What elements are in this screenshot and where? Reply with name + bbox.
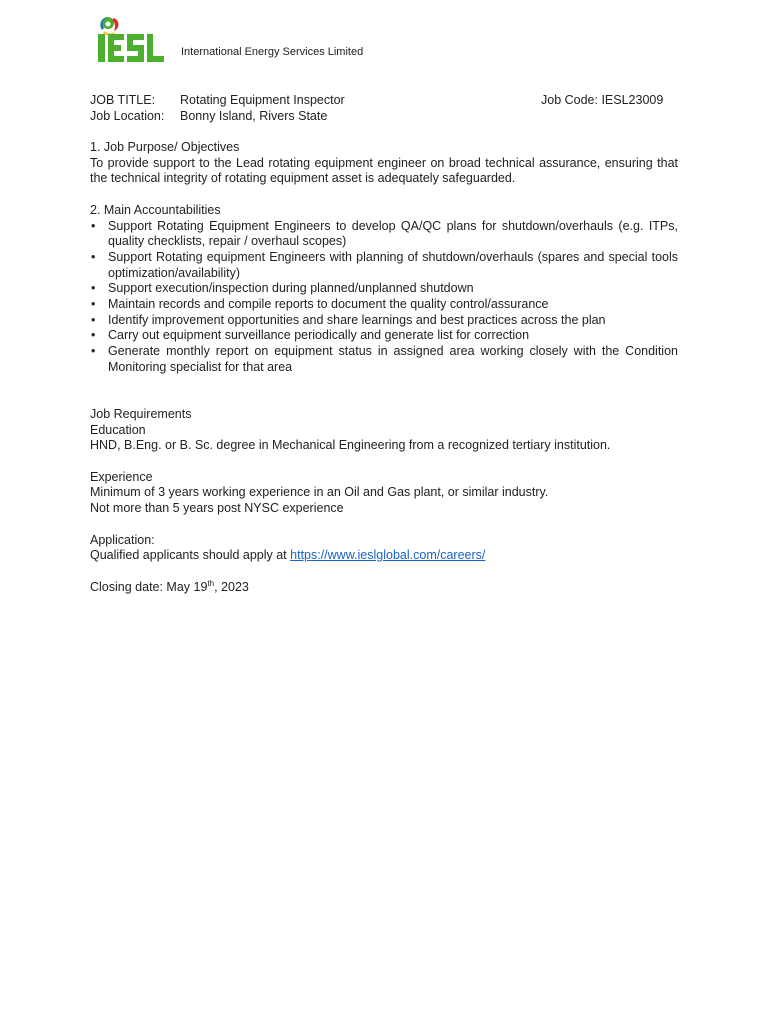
bullet-icon: • xyxy=(91,344,96,359)
application-instruction: Qualified applicants should apply at xyxy=(90,548,291,563)
education-heading: Education xyxy=(90,422,146,437)
bullet-icon: • xyxy=(91,328,96,343)
letterhead xyxy=(92,14,692,64)
experience-heading: Experience xyxy=(90,469,153,484)
company-logo xyxy=(92,14,168,64)
list-item-text: Generate monthly report on equipment status in assigned area working closely with the Condition Monitoring specialist for that area xyxy=(108,344,678,374)
closing-date-suffix: th xyxy=(207,578,215,588)
requirements-heading: Job Requirements xyxy=(90,406,192,421)
list-item xyxy=(90,281,678,297)
company-name: International Energy Services Limited xyxy=(181,46,364,58)
bullet-icon: • xyxy=(91,249,96,264)
bullet-icon: • xyxy=(91,297,96,312)
closing-date-prefix: Closing date: May 19 xyxy=(90,579,208,594)
bullet-icon: • xyxy=(91,218,96,233)
list-item-text: Carry out equipment surveillance periodically and generate list for correction xyxy=(108,328,530,343)
experience-line: Minimum of 3 years working experience in an Oil and Gas plant, or similar industry. xyxy=(90,485,549,500)
education-text: HND, B.Eng. or B. Sc. degree in Mechanical Engineering from a recognized tertiary institution. xyxy=(90,438,611,453)
closing-date-year: , 2023 xyxy=(214,579,249,594)
job-title-label: JOB TITLE: xyxy=(90,93,156,107)
list-item xyxy=(90,250,678,281)
accountabilities-heading: 2. Main Accountabilities xyxy=(90,202,221,217)
application-heading: Application: xyxy=(90,532,155,547)
closing-date xyxy=(90,580,678,596)
purpose-text: To provide support to the Lead rotating equipment engineer on broad technical assurance, ensuring that the technical integrity of rotating equipment asset is adequately safeguarded. xyxy=(90,155,678,186)
list-item xyxy=(90,219,678,250)
document-body xyxy=(90,93,678,595)
job-location-row xyxy=(90,109,678,125)
job-title-value: Rotating Equipment Inspector xyxy=(180,93,345,107)
accountabilities-list xyxy=(90,219,678,376)
job-location-value: Bonny Island, Rivers State xyxy=(180,108,328,123)
job-code: Job Code: IESL23009 xyxy=(541,93,664,107)
list-item xyxy=(90,313,678,329)
list-item-text: Support execution/inspection during planned/unplanned shutdown xyxy=(108,281,474,296)
experience-line: Not more than 5 years post NYSC experience xyxy=(90,501,344,516)
list-item-text: Support Rotating Equipment Engineers to develop QA/QC plans for shutdown/overhauls (e.g. ITPs, quality checklists, repair / overhaul scopes) xyxy=(108,218,678,249)
purpose-heading: 1. Job Purpose/ Objectives xyxy=(90,140,240,155)
bullet-icon: • xyxy=(91,281,96,296)
list-item xyxy=(90,344,678,375)
job-title-row xyxy=(90,93,678,109)
bullet-icon: • xyxy=(91,312,96,327)
list-item xyxy=(90,328,678,344)
list-item-text: Maintain records and compile reports to document the quality control/assurance xyxy=(108,297,549,312)
list-item-text: Identify improvement opportunities and share learnings and best practices across the plan xyxy=(108,312,606,327)
job-location-label: Job Location: xyxy=(90,108,165,123)
list-item-text: Support Rotating equipment Engineers with planning of shutdown/overhauls (spares and special tools optimization/availability) xyxy=(108,249,678,280)
careers-link[interactable]: https://www.ieslglobal.com/careers/ xyxy=(290,548,486,563)
application-text xyxy=(90,548,678,564)
list-item xyxy=(90,297,678,313)
